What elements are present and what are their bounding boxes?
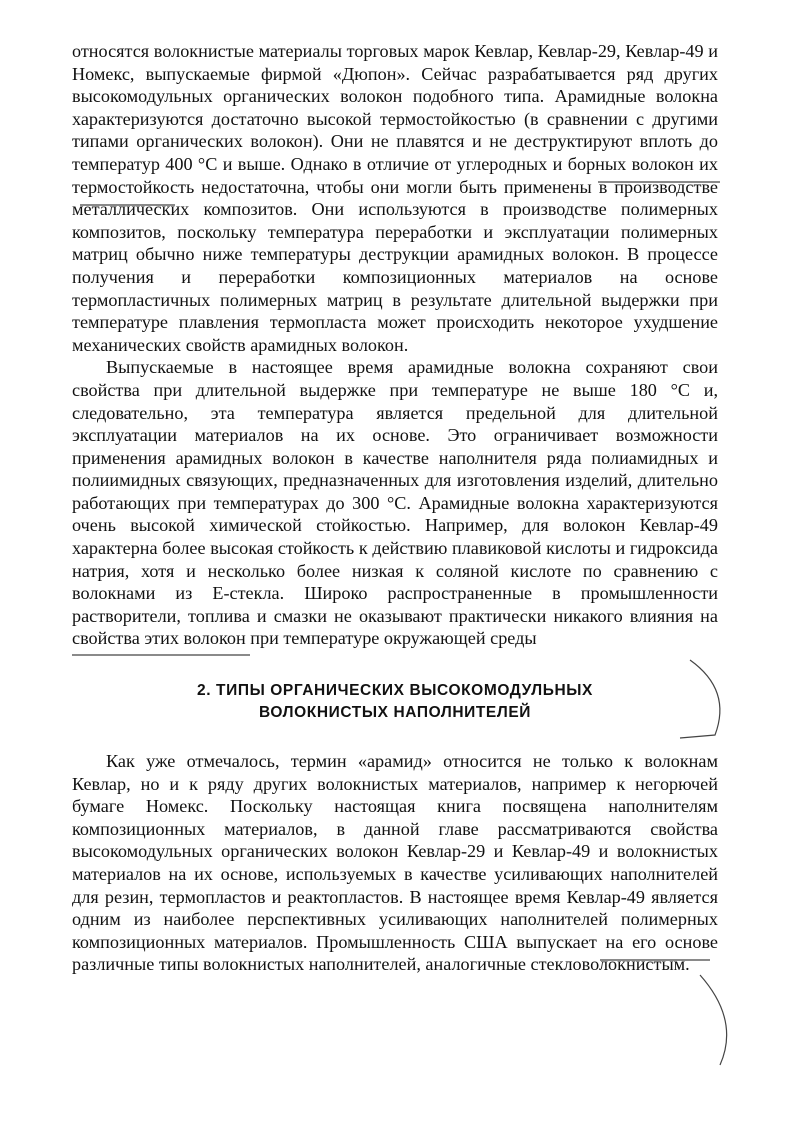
section-heading-line-1: 2. ТИПЫ ОРГАНИЧЕСКИХ ВЫСОКОМОДУЛЬНЫХ <box>197 682 593 700</box>
paragraph-aramid-fibers-properties: Выпускаемые в настоящее время арамидные волокна сохраняют свои свойства при длительной выдержке при температуре не выше 180 °С и, следовательно, эта температура является предельной для длительной эксплуатации материалов на их основе. Это ограничивает возможности применения арамидных волокон в качестве наполнителя ряда полиамидных и полиимидных связующих, предназначенных для изготовления изделий, длительно работающих при температурах до 300 °С. Арамидные волокна характеризуются очень высокой химической стойкостью. Например, для волокон Кевлар-49 характерна более высокая стойкость к действию плавиковой кислоты и гидроксида натрия, хотя и несколько более низкая к соляной кислоте по сравнению с волокнами из Е-стекла. Широко распространенные в промышленности растворители, топлива и смазки не оказывают практически никакого влияния на свойства этих волокон при температуре окружающей среды <box>72 357 718 649</box>
paragraph-aramid-fibers-intro: относятся волокнистые материалы торговых марок Кевлар, Кевлар-29, Кевлар-49 и Номекс, выпускаемые фирмой «Дюпон». Сейчас разрабатывается ряд других высокомодульных органических волокон подобного типа. Арамидные волокна характеризуются достаточно высокой термостойкостью (в сравнении с другими типами органических волокон). Они не плавятся и не деструктируют вплоть до температур 400 °С и выше. Однако в отличие от углеродных и борных волокон их термостойкость недостаточна, чтобы они могли быть применены в производстве металлических композитов. Они используются в производстве полимерных композитов, поскольку температура переработки и эксплуатации полимерных матриц обычно ниже температуры деструкции арамидных волокон. В процессе получения и переработки композиционных материалов на основе термопластичных полимерных матриц в результате длительной выдержки при температуре плавления термопласта может происходить некоторое ухудшение механических свойств арамидных волокон. <box>72 41 718 355</box>
paragraph-organic-fillers: Как уже отмечалось, термин «арамид» относится не только к волокнам Кевлар, но и к ряду других волокнистых материалов, например к негорючей бумаге Номекс. Поскольку настоящая книга посвящена наполнителям композиционных материалов, в данной главе рассматриваются свойства высокомодульных органических волокон Кевлар-29 и Кевлар-49 и волокнистых материалов на их основе, используемых в качестве усиливающих наполнителей для резин, термопластов и реактопластов. В настоящее время Кевлар-49 является одним из наиболее перспективных усиливающих наполнителей полимерных композиционных материалов. Промышленность США выпускает на его основе различные типы волокнистых наполнителей, аналогичные стекловолокнистым. <box>72 751 718 975</box>
section-heading <box>72 680 718 724</box>
section-heading-line-2: ВОЛОКНИСТЫХ НАПОЛНИТЕЛЕЙ <box>258 704 532 722</box>
document-page <box>72 40 718 976</box>
bracket-mark-right-2 <box>700 975 727 1065</box>
